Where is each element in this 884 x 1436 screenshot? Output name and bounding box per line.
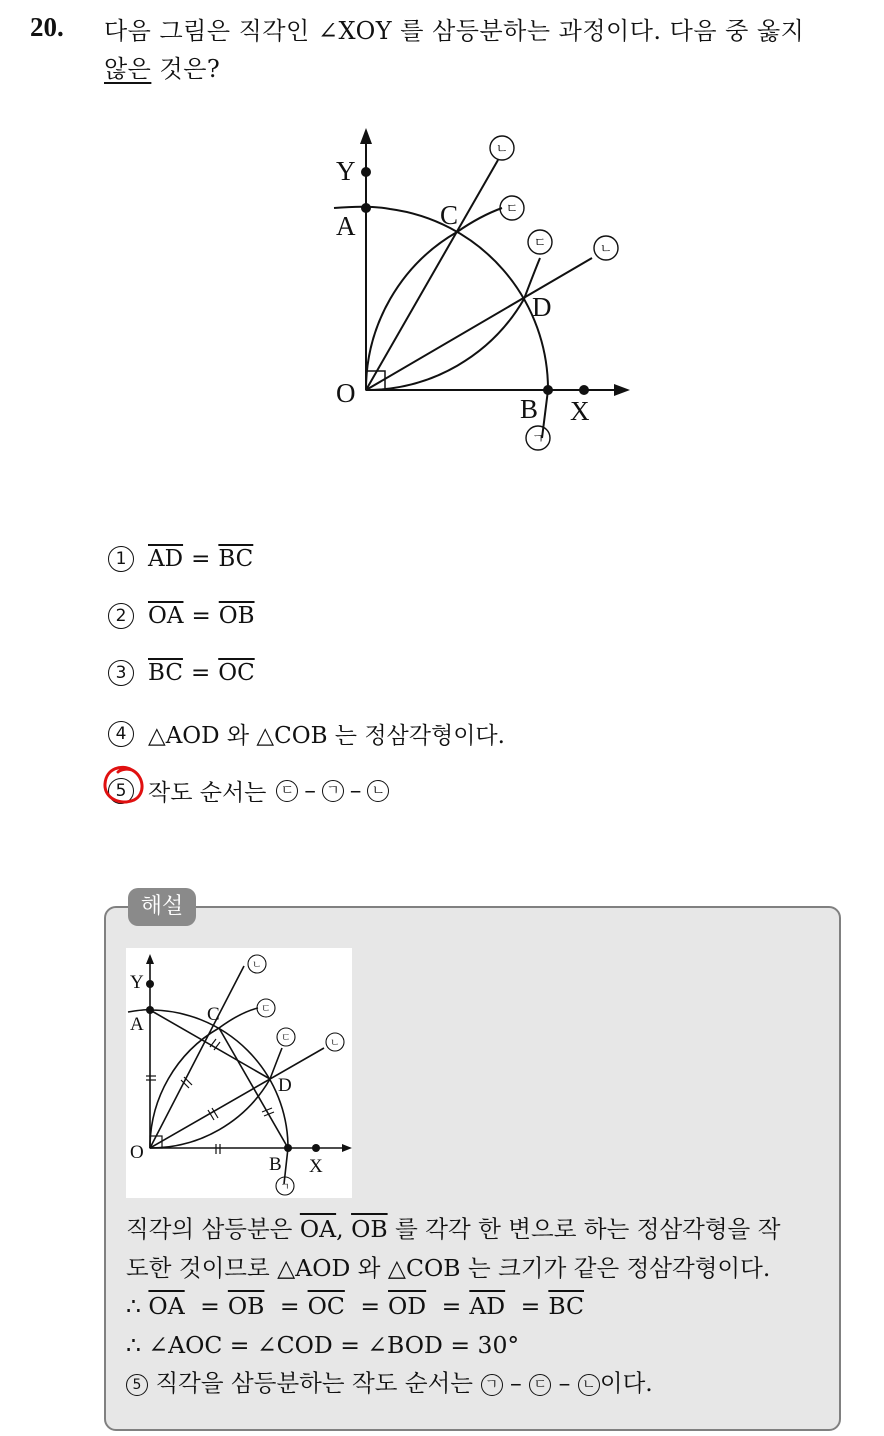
label-a: A xyxy=(336,211,356,241)
mark-second-2: ㄴ xyxy=(599,242,613,257)
point-a xyxy=(361,203,371,213)
solution-line-3: ∴ $\overline{OA} = \overline{OB} = \overline{OC} = \overline{OD} = \overline{AD} = \overline{BC}$ xyxy=(126,1292,585,1320)
choice-text: △AOD 와 △COB 는 정삼각형이다. xyxy=(148,723,505,749)
arc-third-2 xyxy=(366,258,540,390)
solution-diagram xyxy=(126,948,352,1198)
segment: $\overline{AD}$ xyxy=(148,546,184,572)
label-o: O xyxy=(336,378,356,408)
svg-text:ㄷ: ㄷ xyxy=(261,1004,271,1015)
question-text-before: 다음 그림은 직각인 ∠XOY 를 삼등분하는 과정이다. 다음 중 옳지 xyxy=(104,17,805,45)
svg-text:C: C xyxy=(207,1004,220,1025)
operator: = xyxy=(190,660,211,686)
choice-4[interactable] xyxy=(108,717,505,750)
choice-number: 3 xyxy=(108,660,134,686)
svg-text:X: X xyxy=(309,1156,323,1177)
arc-third-1 xyxy=(366,208,502,390)
seq-mark: ㄷ xyxy=(276,780,298,802)
svg-text:ㄱ: ㄱ xyxy=(280,1182,290,1193)
seq-dash: – xyxy=(304,777,316,804)
choice-2[interactable] xyxy=(108,603,255,629)
choice-3[interactable] xyxy=(108,660,255,686)
seq-mark: ㄱ xyxy=(322,780,344,802)
svg-text:ㄷ: ㄷ xyxy=(281,1033,291,1044)
solution-line-4: ∴ ∠AOC = ∠COD = ∠BOD = 30° xyxy=(126,1330,520,1359)
ray-od xyxy=(366,258,592,390)
mark-second-1: ㄴ xyxy=(495,142,509,157)
svg-text:B: B xyxy=(269,1154,282,1175)
question-text xyxy=(104,12,864,88)
choice-1[interactable] xyxy=(108,546,253,572)
point-b xyxy=(543,385,553,395)
solution-line-1: 직각의 삼등분은 $\overline{OA}$, $\overline{OB}$ 를 각각 한 변으로 하는 정삼각형을 작 xyxy=(126,1215,781,1243)
choice-text: 작도 순서는 xyxy=(148,780,267,806)
answer-mark-icon xyxy=(100,762,150,808)
x-axis-arrow xyxy=(614,384,630,396)
svg-text:A: A xyxy=(130,1014,144,1035)
svg-text:ㄴ: ㄴ xyxy=(330,1038,340,1049)
segment: $\overline{OB}$ xyxy=(218,603,255,629)
ray-oc xyxy=(366,160,498,390)
mark-third-2: ㄷ xyxy=(533,236,547,251)
label-d: D xyxy=(532,292,552,322)
seq-mark: ㄴ xyxy=(367,780,389,802)
question-number: 20. xyxy=(30,12,64,42)
construction-diagram xyxy=(330,120,640,460)
point-x xyxy=(579,385,589,395)
solution-tab: 해설 xyxy=(128,888,196,926)
seq-dash: – xyxy=(349,777,362,804)
segment: $\overline{BC}$ xyxy=(218,546,254,572)
question-text-after: 것은? xyxy=(151,55,221,83)
mark-first: ㄱ xyxy=(531,432,545,447)
solution-line-2: 도한 것이므로 △AOD 와 △COB 는 크기가 같은 정삼각형이다. xyxy=(126,1253,771,1282)
label-y: Y xyxy=(336,156,356,186)
label-b: B xyxy=(520,394,539,424)
y-axis-arrow xyxy=(360,128,372,144)
svg-text:O: O xyxy=(130,1142,144,1163)
solution-text xyxy=(126,1210,836,1403)
svg-text:Y: Y xyxy=(130,972,144,993)
choice-number: 2 xyxy=(108,603,134,629)
choice-number: 5 xyxy=(108,778,134,804)
mark-third-1: ㄷ xyxy=(505,202,519,217)
choice-5[interactable] xyxy=(108,774,389,807)
operator: = xyxy=(191,603,211,629)
segment: $\overline{OA}$ xyxy=(148,603,184,629)
segment: $\overline{OC}$ xyxy=(218,660,255,686)
svg-text:ㄴ: ㄴ xyxy=(252,960,262,971)
label-c: C xyxy=(440,200,459,230)
solution-line-5: 5 직각을 삼등분하는 작도 순서는 ㄱ – ㄷ – ㄴ 이다. xyxy=(126,1364,836,1403)
operator: = xyxy=(191,546,211,572)
choice-number: 1 xyxy=(108,546,134,572)
label-x: X xyxy=(570,396,590,426)
question-underlined: 않은 xyxy=(104,55,152,83)
segment: $\overline{BC}$ xyxy=(148,660,183,686)
choice-number: 4 xyxy=(108,721,134,747)
point-y xyxy=(361,167,371,177)
svg-text:D: D xyxy=(278,1075,292,1096)
